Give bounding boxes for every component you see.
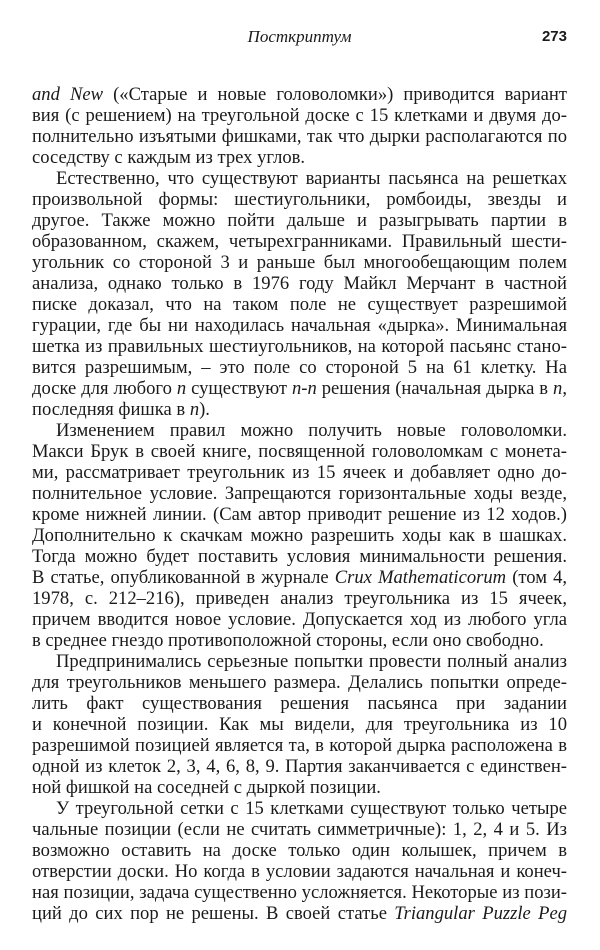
italic-text: n-n — [291, 378, 317, 399]
text-line — [32, 756, 567, 777]
text-line — [32, 546, 567, 567]
italic-text: and New — [32, 84, 104, 105]
text-segment: Изменением правил можно получить новые головоломки. — [56, 420, 567, 441]
text-line — [32, 798, 567, 819]
text-segment: причем вводится новое условие. Допускается ход из любого угла — [32, 609, 567, 630]
text-segment: полнительное условие. Запрещаются горизонтальные ходы везде, — [32, 483, 567, 504]
text-segment: вится разрешимым, – это поле со стороной 5 на 61 клетку. На — [32, 357, 567, 378]
text-line — [32, 777, 567, 798]
text-segment: писке доказал, что на таком поле не существует разрешимой — [32, 294, 567, 315]
text-line — [32, 126, 567, 147]
text-segment: (том 4, — [506, 567, 567, 588]
text-segment: ми, рассматривает треугольник из 15 ячеек и добавляет одно до- — [32, 462, 567, 483]
italic-text: n — [189, 399, 200, 420]
text-segment: другое. Также можно пойти дальше и разыгрывать партии в — [32, 210, 567, 231]
text-line — [32, 567, 567, 588]
text-line — [32, 525, 567, 546]
text-line — [32, 168, 567, 189]
text-segment: , — [562, 378, 567, 399]
text-segment: Дополнительно к скачкам можно разрешить ходы как в шашках. — [32, 525, 567, 546]
text-segment: гурации, где бы ни находилась начальная «дырка». Минимальная — [32, 315, 567, 336]
paragraph — [32, 651, 567, 798]
text-line — [32, 483, 567, 504]
text-segment: возможно оставить на доске только один колышек, причем в — [32, 840, 567, 861]
text-segment: отверстии доски. Но когда в условии задаются начальная и конеч- — [32, 861, 567, 882]
text-segment: последняя фишка в — [32, 399, 190, 420]
body-text — [32, 84, 567, 924]
italic-text: Crux Mathematicorum — [334, 567, 507, 588]
text-segment: ). — [199, 399, 210, 420]
italic-text: Triangular Puzzle Peg — [394, 903, 567, 924]
text-segment: существуют — [186, 378, 292, 399]
paragraph — [32, 84, 567, 168]
text-segment: шетка из правильных шестиугольников, на которой пасьянс стано- — [32, 336, 567, 357]
text-line — [32, 861, 567, 882]
text-segment: чальные позиции (если не считать симметричные): 1, 2, 4 и 5. Из — [32, 819, 567, 840]
text-line — [32, 231, 567, 252]
text-segment: Естественно, что существуют варианты пасьянса на решетках — [56, 168, 567, 189]
text-line — [32, 147, 567, 168]
text-segment: в среднее гнездо противоположной стороны, если оно свободно. — [32, 630, 544, 651]
text-line — [32, 252, 567, 273]
text-line — [32, 399, 567, 420]
text-segment: В статье, опубликованной в журнале — [32, 567, 335, 588]
text-line — [32, 420, 567, 441]
text-segment: доске для любого — [32, 378, 177, 399]
text-line — [32, 210, 567, 231]
text-segment: лить факт существования решения пасьянса при задании — [32, 693, 567, 714]
text-segment: разрешимой позицией является та, в которой дырка расположена в — [32, 735, 567, 756]
text-line — [32, 378, 567, 399]
text-line — [32, 315, 567, 336]
text-line — [32, 336, 567, 357]
text-line — [32, 735, 567, 756]
text-segment: произвольной формы: шестиугольники, ромбоиды, звезды и — [32, 189, 567, 210]
text-segment: ций до сих пор не решены. В своей статье — [32, 903, 395, 924]
text-segment: решения (начальная дырка в — [316, 378, 554, 399]
text-segment: Предпринимались серьезные попытки провести полный анализ — [56, 651, 567, 672]
text-line — [32, 588, 567, 609]
text-segment: У треугольной сетки с 15 клетками существуют только четыре — [56, 798, 567, 819]
text-line — [32, 651, 567, 672]
text-line — [32, 273, 567, 294]
text-segment: одной из клеток 2, 3, 4, 6, 8, 9. Партия заканчивается с единствен- — [32, 756, 567, 777]
text-segment: («Старые и новые головоломки») приводится вариант — [113, 84, 567, 105]
text-segment: кроме нижней линии. (Сам автор приводит решение из 12 ходов.) — [32, 504, 567, 525]
text-line — [32, 693, 567, 714]
text-line — [32, 84, 567, 105]
text-line — [32, 903, 567, 924]
paragraph — [32, 168, 567, 420]
text-line — [32, 294, 567, 315]
text-line — [32, 882, 567, 903]
text-line — [32, 504, 567, 525]
running-title: Посткриптум — [247, 27, 352, 46]
text-segment: анализа, однако только в 1976 году Майкл Мерчант в частной — [32, 273, 567, 294]
text-line — [32, 609, 567, 630]
text-segment: полнительно изъятыми фишками, так что дырки располагаются по — [32, 126, 567, 147]
text-line — [32, 462, 567, 483]
italic-text: n — [176, 378, 187, 399]
text-segment: ной фишкой на соседней с дыркой позиции. — [32, 777, 381, 798]
page-header — [32, 25, 567, 49]
text-segment: соседству с каждым из трех углов. — [32, 147, 306, 168]
text-segment: угольник со стороной 3 и раньше был многообещающим полем — [32, 252, 567, 273]
text-line — [32, 672, 567, 693]
text-segment: для треугольников меньшего размера. Делались попытки опреде- — [32, 672, 567, 693]
text-line — [32, 441, 567, 462]
italic-text: n — [553, 378, 563, 399]
page-number: 273 — [541, 28, 567, 45]
text-line — [32, 357, 567, 378]
text-line — [32, 714, 567, 735]
text-segment: Тогда можно будет поставить условия минимальности решения. — [32, 546, 567, 567]
text-segment: 1978, с. 212–216), приведен анализ треугольника из 15 ячеек, — [32, 588, 567, 609]
text-line — [32, 630, 567, 651]
text-line — [32, 105, 567, 126]
text-line — [32, 840, 567, 861]
text-segment: образованном, скажем, четырехгранниками. Правильный шести- — [32, 231, 567, 252]
text-segment: вия (с решением) на треугольной доске с 15 клетками и двумя до- — [32, 105, 567, 126]
text-segment: и конечной позиции. Как мы видели, для треугольника из 10 — [32, 714, 567, 735]
text-segment: ная позиции, задача существенно усложняется. Некоторые из пози- — [32, 882, 567, 903]
paragraph — [32, 798, 567, 924]
text-line — [32, 819, 567, 840]
text-segment: Макси Брук в своей книге, посвященной головоломкам с монета- — [32, 441, 567, 462]
text-line — [32, 189, 567, 210]
paragraph — [32, 420, 567, 651]
